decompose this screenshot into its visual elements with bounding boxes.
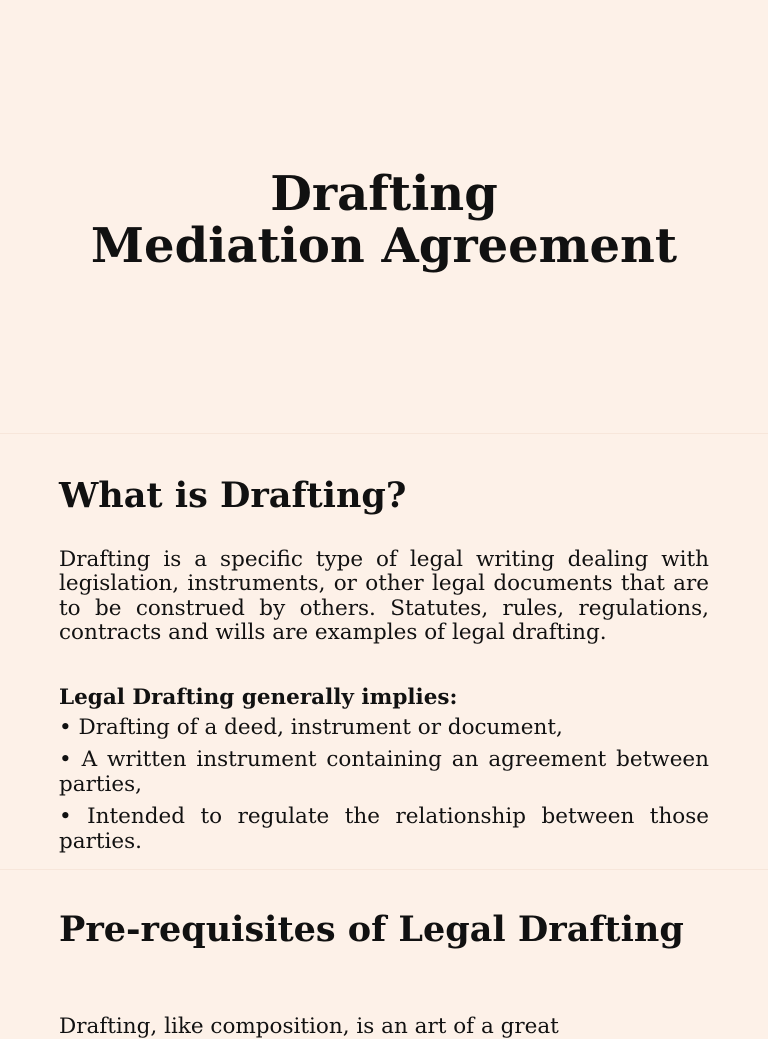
title-slide (0, 0, 768, 434)
prerequisites-slide (0, 870, 768, 1039)
bullet-item-3: • Intended to regulate the relationship between those parties. (59, 804, 709, 854)
slide-heading: Pre-requisites of Legal Drafting (59, 909, 684, 950)
slide-title (0, 168, 768, 272)
title-line-1: Drafting (270, 166, 498, 222)
what-is-drafting-slide (0, 434, 768, 870)
body-paragraph: Drafting, like composition, is an art of a great (59, 1014, 559, 1039)
slide-body (59, 1015, 709, 1039)
title-line-2: Mediation Agreement (90, 218, 678, 274)
definition-paragraph: Drafting is a specific type of legal writing dealing with legislation, instruments, or other legal documents that are to be construed by others. Statutes, rules, regulations, contracts and wills are examples of legal drafting. (59, 547, 709, 646)
bullet-item-2: • A written instrument containing an agreement between parties, (59, 747, 709, 797)
bullet-item-1: • Drafting of a deed, instrument or document, (59, 715, 563, 741)
subheading: Legal Drafting generally implies: (59, 684, 458, 710)
slide-body (59, 548, 709, 862)
slide-heading: What is Drafting? (59, 475, 407, 516)
